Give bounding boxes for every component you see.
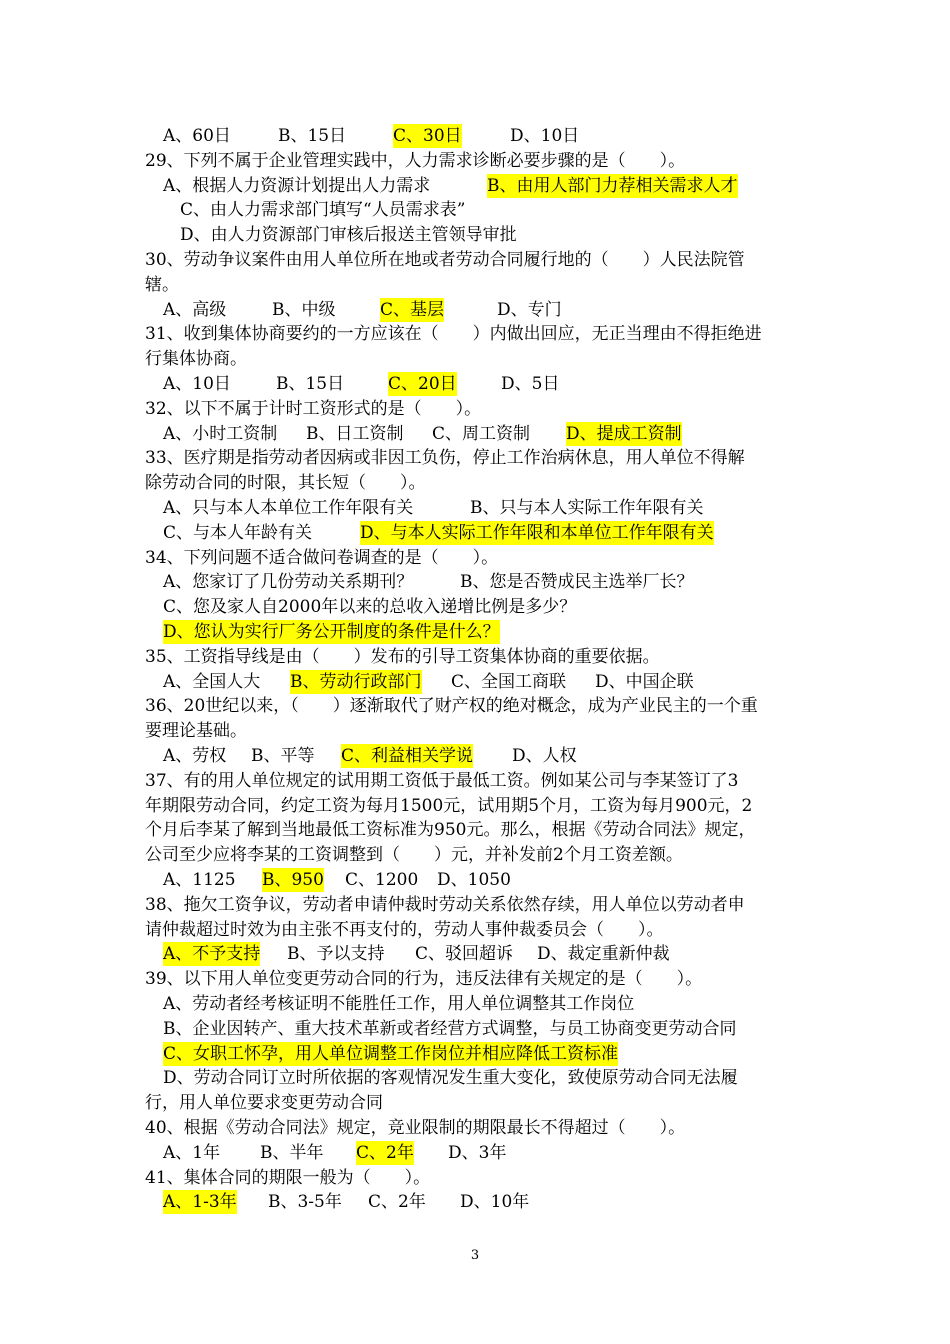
text-segment: 个月后李某了解到当地最低工资标准为950元。那么，根据《劳动合同法》规定， [145, 820, 756, 840]
text-segment: 35、工资指导线是由（ ）发布的引导工资集体协商的重要依据。 [145, 647, 660, 667]
text-segment: B、平等 [251, 746, 315, 766]
text-segment: B、3-5年 [268, 1192, 342, 1212]
text-segment: A、1年 [163, 1143, 221, 1163]
text-segment: 36、20世纪以来，（ ）逐渐取代了财产权的绝对概念，成为产业民主的一个重 [145, 696, 758, 716]
text-line [145, 322, 762, 346]
text-segment: 32、以下不属于计时工资形式的是（ ）。 [145, 399, 482, 419]
text-line [163, 570, 694, 594]
text-segment: D、中国企联 [595, 672, 694, 692]
text-segment: 33、医疗期是指劳动者因病或非因工负伤，停止工作治病休息，用人单位不得解 [145, 448, 745, 468]
text-segment: A、根据人力资源计划提出人力需求 [163, 176, 431, 196]
text-segment: A、劳权 [163, 746, 227, 766]
text-segment: C、与本人年龄有关 [163, 523, 313, 543]
text-line [145, 446, 745, 470]
text-segment: 行集体协商。 [145, 349, 247, 369]
text-segment: 41、集体合同的期限一般为（ ）。 [145, 1168, 431, 1188]
text-segment: A、全国人大 [163, 672, 261, 692]
text-segment: 34、下列问题不适合做问卷调查的是（ ）。 [145, 548, 499, 568]
text-line [145, 918, 664, 942]
text-segment: B、企业因转产、重大技术革新或者经营方式调整，与员工协商变更劳动合同 [163, 1019, 737, 1039]
page-number: 3 [470, 1248, 480, 1263]
text-segment: 39、以下用人单位变更劳动合同的行为，违反法律有关规定的是（ ）。 [145, 969, 703, 989]
text-segment: A、60日 [163, 126, 231, 146]
text-line [145, 843, 683, 867]
text-segment: 37、有的用人单位规定的试用期工资低于最低工资。例如某公司与李某签订了3 [145, 771, 739, 791]
text-line [145, 769, 738, 793]
text-segment: 38、拖欠工资争议，劳动者申请仲裁时劳动关系依然存续，用人单位以劳动者申 [145, 895, 745, 915]
text-segment: A、10日 [163, 374, 231, 394]
text-segment: D、人权 [512, 746, 577, 766]
highlighted-answer: D、与本人实际工作年限和本单位工作年限有关 [360, 523, 714, 543]
text-segment: 40、根据《劳动合同法》规定，竞业限制的期限最长不得超过（ ）。 [145, 1118, 686, 1138]
text-segment: A、1125 [163, 870, 236, 890]
highlighted-answer: C、基层 [380, 300, 445, 320]
text-line [180, 223, 517, 247]
text-line [145, 1091, 383, 1115]
text-segment: B、半年 [260, 1143, 324, 1163]
text-segment: D、专门 [497, 300, 562, 320]
text-segment: C、全国工商联 [451, 672, 567, 692]
text-segment: B、15日 [278, 126, 347, 146]
text-line [163, 1141, 507, 1165]
text-segment: D、3年 [448, 1143, 507, 1163]
text-segment: B、15日 [276, 374, 345, 394]
text-segment: D、10日 [510, 126, 580, 146]
highlighted-answer: B、950 [262, 870, 324, 890]
highlighted-answer: C、20日 [388, 374, 457, 394]
text-segment: D、5日 [501, 374, 560, 394]
text-line [145, 471, 426, 495]
highlighted-answer: B、由用人部门力荐相关需求人才 [487, 176, 738, 196]
text-segment: D、由人力资源部门审核后报送主管领导审批 [180, 225, 517, 245]
text-line [163, 174, 738, 198]
text-line [163, 521, 714, 545]
highlighted-answer: C、2年 [356, 1143, 414, 1163]
text-segment: B、只与本人实际工作年限有关 [470, 498, 704, 518]
text-line [163, 1066, 738, 1090]
text-segment: A、只与本人本单位工作年限有关 [163, 498, 414, 518]
text-segment: 请仲裁超过时效为由主张不再支付的，劳动人事仲裁委员会（ ）。 [145, 920, 664, 940]
highlighted-answer: C、30日 [393, 126, 462, 146]
text-segment: D、10年 [460, 1192, 530, 1212]
text-line [145, 1166, 430, 1190]
text-segment: A、小时工资制 [163, 424, 278, 444]
text-line [163, 1190, 530, 1214]
text-line [145, 273, 179, 297]
text-line [163, 744, 577, 768]
text-line [163, 496, 704, 520]
text-line [145, 967, 702, 991]
text-line [145, 347, 247, 371]
text-line [163, 298, 562, 322]
text-line [163, 670, 694, 694]
text-segment: 辖。 [145, 275, 179, 295]
text-line [145, 893, 745, 917]
text-segment: 要理论基础。 [145, 721, 247, 741]
highlighted-answer: A、1-3年 [163, 1192, 237, 1212]
text-line [145, 818, 755, 842]
text-segment: 年期限劳动合同，约定工资为每月1500元，试用期5个月，工资为每月900元，2 [145, 796, 753, 816]
text-segment: 公司至少应将李某的工资调整到（ ）元，并补发前2个月工资差额。 [145, 845, 683, 865]
text-segment: B、日工资制 [306, 424, 404, 444]
text-line [163, 1042, 618, 1066]
text-line [163, 422, 682, 446]
text-segment: C、驳回超诉 [415, 944, 514, 964]
highlighted-answer: C、利益相关学说 [341, 746, 474, 766]
text-segment: C、周工资制 [432, 424, 531, 444]
text-segment: 29、下列不属于企业管理实践中，人力需求诊断必要步骤的是（ ）。 [145, 151, 686, 171]
text-line [145, 149, 685, 173]
text-segment: C、1200 [345, 870, 419, 890]
text-segment: 除劳动合同的时限，其长短（ ）。 [145, 473, 426, 493]
text-segment: 30、劳动争议案件由用人单位所在地或者劳动合同履行地的（ ）人民法院管 [145, 250, 745, 270]
text-segment: C、您及家人自2000年以来的总收入递增比例是多少？ [163, 597, 577, 617]
text-line [163, 1017, 737, 1041]
highlighted-answer: D、提成工资制 [566, 424, 682, 444]
highlighted-answer: D、您认为实行厂务公开制度的条件是什么？ [163, 622, 500, 642]
highlighted-answer: B、劳动行政部门 [290, 672, 422, 692]
highlighted-answer: A、不予支持 [163, 944, 261, 964]
text-line [145, 794, 752, 818]
text-segment: B、您是否赞成民主选举厂长？ [460, 572, 694, 592]
text-line [163, 372, 560, 396]
text-line [145, 719, 247, 743]
text-line [180, 198, 465, 222]
text-line [145, 1116, 685, 1140]
text-line [163, 595, 576, 619]
text-line [145, 397, 481, 421]
text-segment: C、2年 [368, 1192, 426, 1212]
text-segment: 31、收到集体协商要约的一方应该在（ ）内做出回应，无正当理由不得拒绝进 [145, 324, 762, 344]
text-line [163, 620, 500, 644]
text-line [163, 124, 580, 148]
text-line [163, 942, 670, 966]
text-line [163, 992, 634, 1016]
text-segment: D、1050 [437, 870, 511, 890]
text-line [145, 645, 660, 669]
text-segment: B、予以支持 [287, 944, 385, 964]
text-segment: B、中级 [272, 300, 336, 320]
text-segment: C、由人力需求部门填写“人员需求表” [180, 200, 466, 220]
text-segment: A、您家订了几份劳动关系期刊？ [163, 572, 414, 592]
text-line [145, 694, 758, 718]
text-segment: D、劳动合同订立时所依据的客观情况发生重大变化，致使原劳动合同无法履 [163, 1068, 738, 1088]
text-line [163, 868, 511, 892]
text-segment: A、劳动者经考核证明不能胜任工作，用人单位调整其工作岗位 [163, 994, 635, 1014]
text-line [145, 546, 498, 570]
text-segment: A、高级 [163, 300, 227, 320]
text-segment: 行，用人单位要求变更劳动合同 [145, 1093, 383, 1113]
text-segment: D、裁定重新仲裁 [537, 944, 670, 964]
highlighted-answer: C、女职工怀孕，用人单位调整工作岗位并相应降低工资标准 [163, 1044, 619, 1064]
text-line [145, 248, 745, 272]
